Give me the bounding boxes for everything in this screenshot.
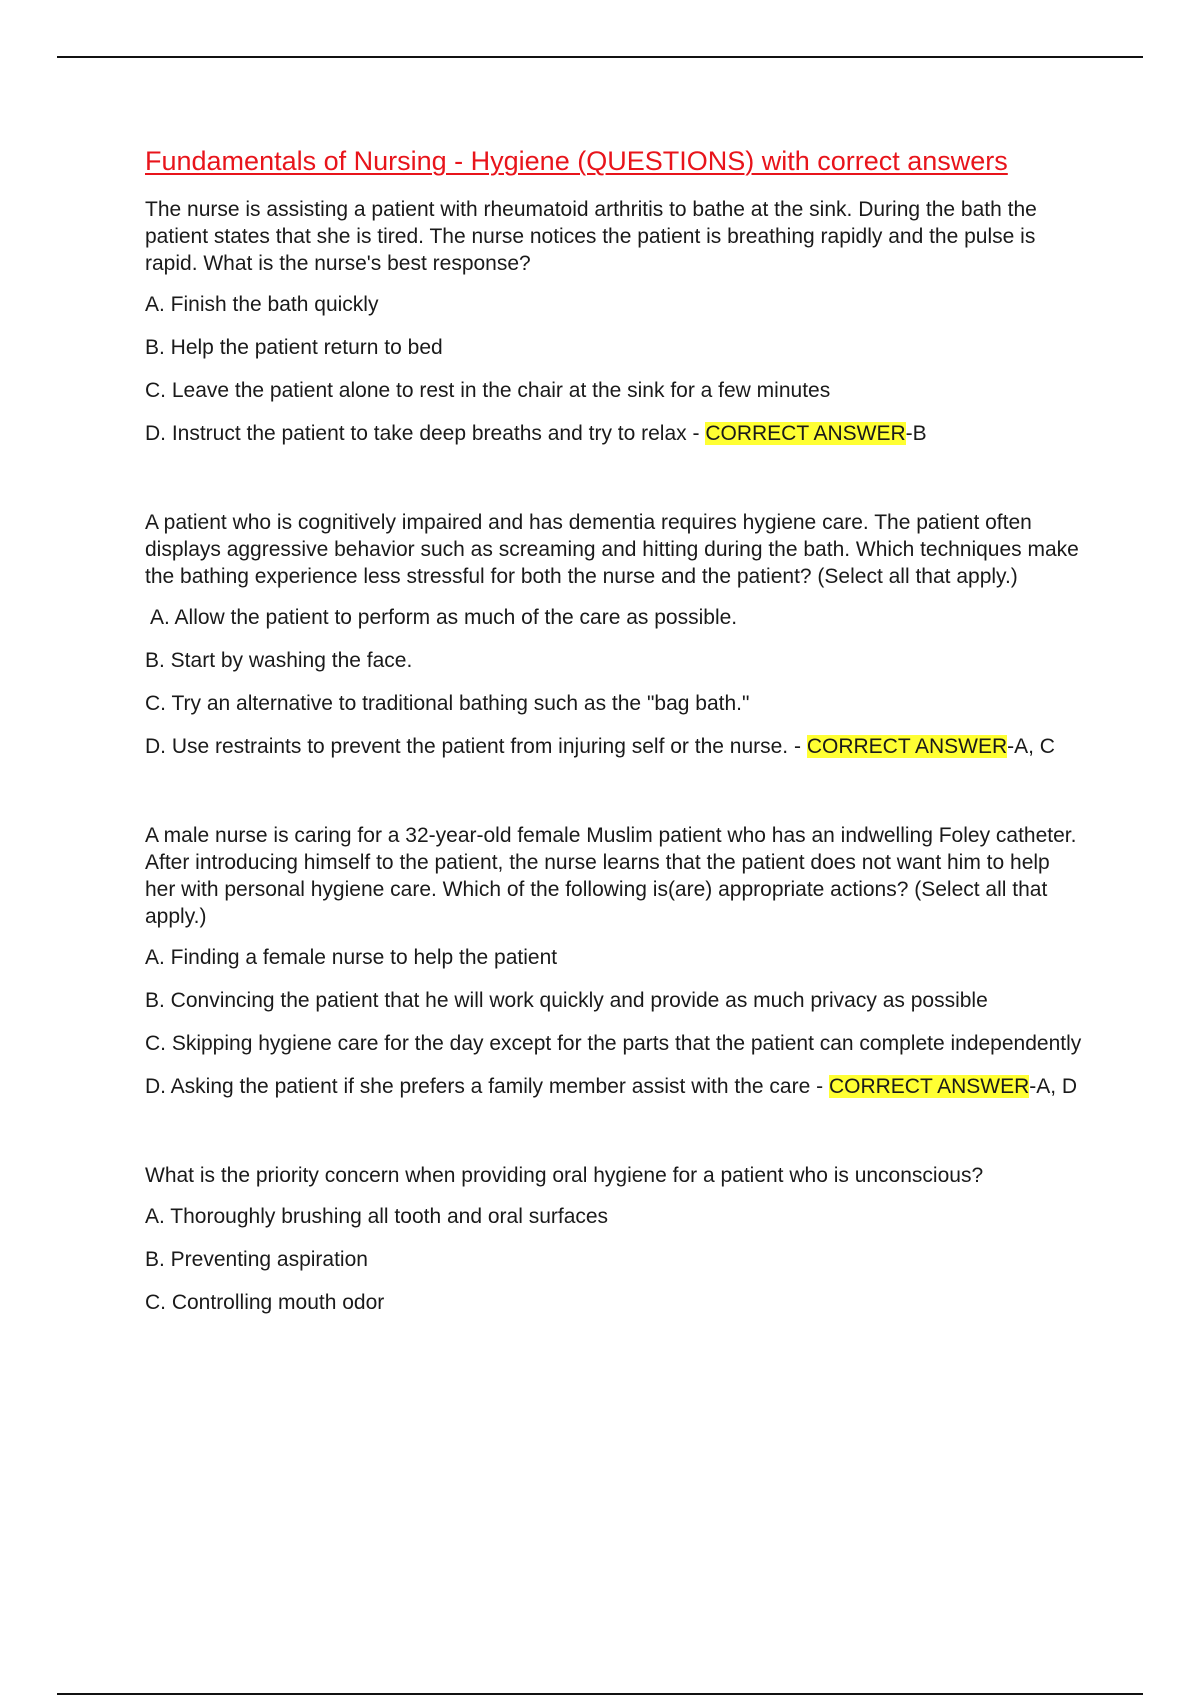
option-d-text: D. Use restraints to prevent the patient from injuring self or the nurse. - bbox=[145, 735, 807, 758]
option-a: A. Thoroughly brushing all tooth and oral surfaces bbox=[145, 1205, 609, 1228]
correct-answer-label: CORRECT ANSWER bbox=[705, 422, 906, 445]
question-1 bbox=[145, 196, 1085, 447]
question-stem: The nurse is assisting a patient with rheumatoid arthritis to bathe at the sink. During the bath the patient states that she is tired. The nurse notices the patient is breathing rapidly and the pulse is rapid. What is the nurse's best response? bbox=[145, 198, 1037, 275]
option-d bbox=[145, 420, 1085, 447]
question-2 bbox=[145, 509, 1085, 760]
bottom-rule bbox=[57, 1693, 1143, 1695]
option-a: A. Allow the patient to perform as much of the care as possible. bbox=[150, 606, 738, 629]
option-b: B. Convincing the patient that he will work quickly and provide as much privacy as possible bbox=[145, 989, 988, 1012]
question-3 bbox=[145, 822, 1085, 1100]
correct-answer-label: CORRECT ANSWER bbox=[828, 1075, 1030, 1098]
option-d-text: D. Instruct the patient to take deep breaths and try to relax - bbox=[145, 422, 706, 445]
correct-answer-value: -A, C bbox=[1007, 735, 1055, 758]
option-c: C. Controlling mouth odor bbox=[145, 1291, 385, 1314]
option-d-text: D. Asking the patient if she prefers a family member assist with the care - bbox=[145, 1075, 829, 1098]
question-stem: What is the priority concern when providing oral hygiene for a patient who is unconscious? bbox=[145, 1164, 984, 1187]
option-d bbox=[145, 1073, 1085, 1100]
option-c: C. Try an alternative to traditional bathing such as the "bag bath." bbox=[145, 692, 750, 715]
top-rule bbox=[57, 56, 1143, 58]
option-c: C. Leave the patient alone to rest in the chair at the sink for a few minutes bbox=[145, 379, 831, 402]
question-stem: A patient who is cognitively impaired and has dementia requires hygiene care. The patient often displays aggressive behavior such as screaming and hitting during the bath. Which techniques make the bathing experience less stressful for both the nurse and the patient? (Select all that apply.) bbox=[145, 511, 1079, 588]
option-a: A. Finding a female nurse to help the patient bbox=[145, 946, 558, 969]
correct-answer-label: CORRECT ANSWER bbox=[806, 735, 1008, 758]
option-b: B. Preventing aspiration bbox=[145, 1248, 368, 1271]
option-d bbox=[145, 733, 1085, 760]
document-title: Fundamentals of Nursing - Hygiene (QUESTIONS) with correct answers bbox=[145, 146, 1008, 176]
document-body bbox=[145, 140, 1085, 1378]
option-c: C. Skipping hygiene care for the day except for the parts that the patient can complete independently bbox=[145, 1032, 1082, 1055]
question-4 bbox=[145, 1162, 1085, 1316]
option-a: A. Finish the bath quickly bbox=[145, 293, 379, 316]
option-b: B. Start by washing the face. bbox=[145, 649, 413, 672]
correct-answer-value: -A, D bbox=[1029, 1075, 1078, 1098]
question-stem: A male nurse is caring for a 32-year-old female Muslim patient who has an indwelling Foley catheter. After introducing himself to the patient, the nurse learns that the patient does not want him to help her with personal hygiene care. Which of the following is(are) appropriate actions? (Select all that apply.) bbox=[145, 824, 1077, 928]
option-b: B. Help the patient return to bed bbox=[145, 336, 443, 359]
correct-answer-value: -B bbox=[905, 422, 927, 445]
